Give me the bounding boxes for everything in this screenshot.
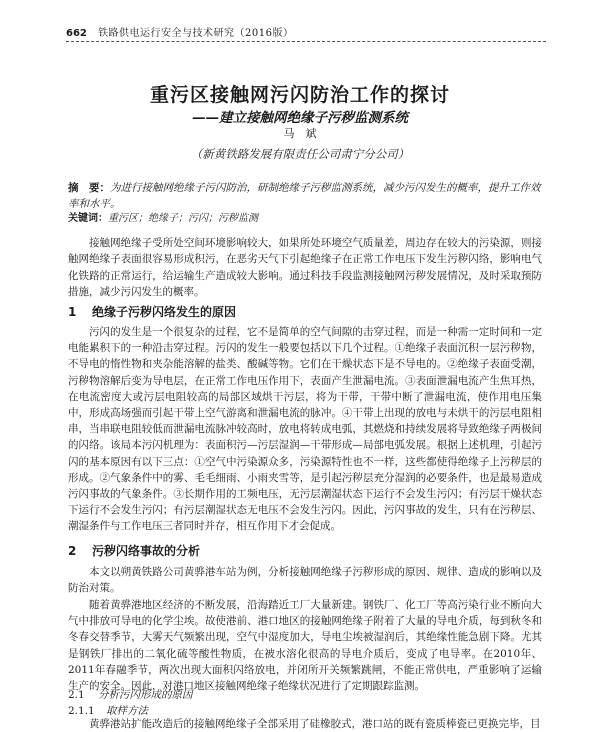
affiliation: （新黄铁路发展有限责任公司肃宁分公司） [190,147,410,161]
subsubsection-number: 2.1.1 [68,705,95,717]
subsection-title: 分析污闪形成的原因 [98,689,193,701]
journal-name: 铁路供电运行安全与技术研究（2016版） [98,28,294,39]
author: 马 斌 [283,127,317,140]
keywords [68,211,542,227]
body-paragraph: 本文以朔黄铁路公司黄骅港车站为例，分析接触网绝缘子污秽形成的原因、规律、造成的影响以及防治对策。 [68,566,542,595]
page-number: 662 [66,28,87,39]
section-heading [68,542,542,559]
keywords-text: 重污区；绝缘子；污闪；污秽监测 [108,213,258,224]
section-number: 1 [68,305,77,319]
keywords-label: 关键词： [68,213,108,224]
subsection-number: 2.1 [68,689,85,701]
subsection-heading [68,687,542,702]
article-subtitle: ——建立接触网绝缘子污秽监测系统 [192,110,408,126]
header-rule [66,41,546,42]
body-paragraph: 污闪的发生是一个很复杂的过程，它不是简单的空气间隙的击穿过程，而是一种需一定时间和一定电能累积下的一种沿击穿过程。污闪的发生一般要包括以下几个过程。①绝缘子表面沉积一层污秽物，不导电的惰性物和夹杂能溶解的盐类、酸碱等物。它们在干燥状态下是不导电的。②绝缘子表面受潮，污秽物溶解后变为导电层，在正常工作电压作用下，表面产生泄漏电流。③表面泄漏电流产生焦耳热，在电流密度大或污层电阻较高的局部区域烘干污层，将为干带，干带中断了泄漏电流，使作用电压集中，形成高场强而引起干带上空气游离和泄漏电流的脉冲。④干带上出现的放电与未烘干的污层电阻相串，当串联电阻较低而泄漏电流脉冲较高时，放电将转成电弧，其燃烧和持续发展将导致绝缘子两极间的闪络。该局本污闪机理为：表面积污—污层湿润—干带形成—局部电弧发展。根据上述机理，引起污闪的基本原因有以下三点：①空气中污染源众多，污染源特性也不一样，这些都使得绝缘子上污秽层的形成。②气象条件中的雾、毛毛细雨、小雨夹雪等，是引起污秽层充分湿润的必要条件，也是最易造成污闪事故的气象条件。③长期作用的工频电压，无污层潮湿状态下运行不会发生污闪；有污层干燥状态下运行不会发生污闪；有污层潮湿状态无电压不会发生污闪。因此，污闪事故的发生，只有在污秽层、潮湿条件与工作电压三者同时并存，相互作用下才会促成。 [68,326,542,533]
section-title: 绝缘子污秽闪络发生的原因 [92,305,237,319]
section-number: 2 [68,544,77,558]
abstract [68,180,542,212]
intro-paragraph: 接触网绝缘子受所处空间环境影响较大，如果所处环境空气质量差，周边存在较大的污染源，则接触网绝缘子表面很容易形成积污，在恶劣天气下引起绝缘子在正常工作电压下发生污秽闪络，影响电气化铁路的正常运行，给运输生产造成较大影响。通过科技手段监测接触网污秽发展情况，及时采取预防措施，减少污闪发生的概率。 [68,237,542,298]
body-paragraph-trailing: 黄骅港站扩能改造后的接触网绝缘子全部采用了硅橡胶式，港口站的既有瓷质棒瓷已更换完毕，目 [89,718,541,730]
section-title: 污秽闪络事故的分析 [92,544,201,558]
section-heading [68,303,542,320]
article-title: 重污区接触网污闪防治工作的探讨 [149,84,450,106]
subsubsection-title: 取样方法 [106,705,148,717]
abstract-label: 摘 要： [68,182,110,194]
body-paragraph: 随着黄骅港地区经济的不断发展，沿海踏近工厂大量新建。钢铁厂、化工厂等高污染行业不断向大气中排放可导电的化学尘埃。故使港前、港口地区的接触网绝缘子附着了大量的导电介质，每到秋冬和冬春交替季节，大雾天气频繁出现，空气中湿度加大，导电尘埃被湿润后，其绝缘性能急剧下降。尤其是钢铁厂排出的二氧化硫等酸性物质，在被水溶化很高的导电介质后，变成了电导率。在2010年、2011年春融季节，两次出现大面积闪络放电，并闭所开关频繁跳闸，不能正常供电，严重影响了运输生产的安全。因此，对港口地区接触网绝缘子绝缘状况进行了定期跟踪监测。 [68,599,542,693]
abstract-text: 为进行接触网绝缘子污闪防治，研制绝缘子污秽监测系统，减少污闪发生的概率，提升工作效率和水平。 [68,182,541,210]
running-header [66,24,546,42]
